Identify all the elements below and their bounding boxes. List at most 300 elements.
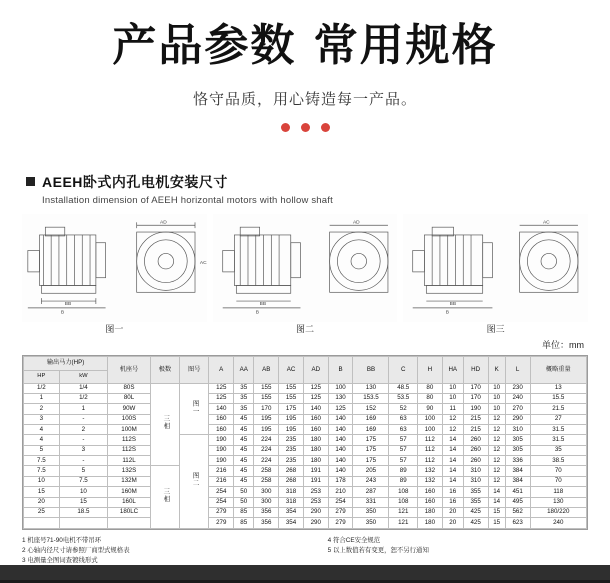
cell-dim: 152	[353, 404, 389, 414]
cell-kw: 15	[59, 497, 107, 507]
cell-dim: 45	[234, 435, 254, 445]
cell-dim: 195	[254, 414, 279, 424]
cell-kw: 1/4	[59, 383, 107, 393]
dot-separator	[0, 123, 610, 132]
cell-dim: 85	[234, 518, 254, 528]
cell-dim: 180	[303, 435, 328, 445]
cell-dim: 279	[328, 507, 353, 517]
cell-dim: 195	[254, 425, 279, 435]
cell-weight: 13	[530, 383, 586, 393]
cell-dim: 155	[279, 393, 304, 403]
cell-weight: 15.5	[530, 393, 586, 403]
cell-dim: 191	[303, 476, 328, 486]
cell-weight: 180/220	[530, 507, 586, 517]
col-header-dim-K: K	[488, 357, 505, 383]
cell-dim: 52	[389, 404, 418, 414]
cell-dim: 224	[254, 435, 279, 445]
cell-dim: 260	[463, 435, 488, 445]
cell-dim: 35	[234, 404, 254, 414]
cell-kw: 7.5	[59, 476, 107, 486]
cell-dim: 258	[254, 476, 279, 486]
cell-hp: 4	[24, 425, 60, 435]
cell-dim: 268	[279, 476, 304, 486]
cell-dim: 169	[353, 425, 389, 435]
cell-frame: 80S	[108, 383, 151, 393]
cell-kw: 5	[59, 466, 107, 476]
cell-dim: 14	[442, 456, 463, 466]
cell-dim: 180	[303, 456, 328, 466]
table-row	[24, 404, 587, 414]
cell-dim: 57	[389, 435, 418, 445]
dimension-table-wrap	[22, 355, 588, 529]
cell-dim: 169	[353, 414, 389, 424]
cell-dim: 305	[505, 445, 530, 455]
cell-dim: 331	[353, 497, 389, 507]
cell-dim: 155	[279, 383, 304, 393]
dimension-table	[23, 356, 587, 528]
cell-dim: 216	[209, 476, 234, 486]
cell-dim: 125	[303, 383, 328, 393]
cell-dim: 260	[463, 445, 488, 455]
figure-caption-3: 图三	[486, 324, 505, 335]
cell-dim: 90	[417, 404, 442, 414]
cell-frame: 160M	[108, 487, 151, 497]
cell-dim: 253	[303, 497, 328, 507]
cell-dim: 153.5	[353, 393, 389, 403]
cell-dim: 190	[209, 435, 234, 445]
svg-text:BB: BB	[64, 302, 72, 308]
cell-dim: 125	[209, 393, 234, 403]
cell-dim: 190	[463, 404, 488, 414]
cell-dim: 45	[234, 425, 254, 435]
cell-dim: 14	[442, 466, 463, 476]
cell-dim: 20	[442, 507, 463, 517]
cell-dim: 310	[505, 425, 530, 435]
dot-icon	[301, 123, 310, 132]
table-row	[24, 518, 587, 528]
cell-frame: 160L	[108, 497, 151, 507]
cell-dim: 140	[328, 425, 353, 435]
section-title-cn: AEEH卧式内孔电机安装尺寸	[42, 174, 228, 191]
cell-dim: 216	[209, 466, 234, 476]
cell-dim: 155	[254, 393, 279, 403]
cell-dim: 121	[389, 518, 418, 528]
footnote-item: 5 以上数值若有变更，恕不另行通知	[327, 546, 429, 554]
cell-dim: 350	[353, 507, 389, 517]
cell-hp: 25	[24, 507, 60, 517]
cell-dim: 50	[234, 497, 254, 507]
cell-kw: 18.5	[59, 507, 107, 517]
cell-dim: 12	[442, 414, 463, 424]
cell-weight: 70	[530, 476, 586, 486]
cell-dim: 195	[279, 425, 304, 435]
cell-kw: 1/2	[59, 393, 107, 403]
table-row	[24, 497, 587, 507]
section-heading	[0, 172, 610, 206]
cell-dim: 425	[463, 507, 488, 517]
cell-dim: 160	[209, 425, 234, 435]
cell-frame: 100M	[108, 425, 151, 435]
cell-dim: 140	[209, 404, 234, 414]
col-header-dim-HD: HD	[463, 357, 488, 383]
cell-dim: 268	[279, 466, 304, 476]
cell-dim: 89	[389, 466, 418, 476]
cell-dim: 243	[353, 476, 389, 486]
cell-dim: 125	[209, 383, 234, 393]
table-row	[24, 414, 587, 424]
cell-hp	[24, 518, 60, 528]
cell-kw: 3	[59, 445, 107, 455]
table-row	[24, 507, 587, 517]
cell-dim: 195	[279, 414, 304, 424]
cell-dim: 108	[389, 487, 418, 497]
cell-dim: 254	[209, 497, 234, 507]
cell-hp: 20	[24, 497, 60, 507]
hero-section	[0, 0, 610, 132]
col-header-dim-B: B	[328, 357, 353, 383]
cell-dim: 258	[254, 466, 279, 476]
cell-dim: 10	[442, 393, 463, 403]
cell-kw: 1	[59, 404, 107, 414]
drawing-row	[22, 214, 588, 335]
cell-dim: 12	[488, 425, 505, 435]
figure-caption-1: 图一	[105, 324, 124, 335]
cell-dim: 108	[389, 497, 418, 507]
cell-dim: 287	[353, 487, 389, 497]
table-row	[24, 487, 587, 497]
cell-dim: 130	[353, 383, 389, 393]
cell-dim: 384	[505, 476, 530, 486]
cell-weight: 27	[530, 414, 586, 424]
cell-frame: 100S	[108, 414, 151, 424]
cell-dim: 562	[505, 507, 530, 517]
unit-note: 单位：mm	[542, 340, 584, 351]
cell-dim: 300	[254, 497, 279, 507]
cell-weight: 118	[530, 487, 586, 497]
motor-drawing-side-view-3	[403, 214, 588, 322]
cell-dim: 14	[488, 497, 505, 507]
col-header-hp: HP	[24, 370, 60, 383]
cell-hp: 2	[24, 404, 60, 414]
cell-dim: 254	[209, 487, 234, 497]
footnotes	[22, 536, 588, 567]
cell-dim: 260	[463, 456, 488, 466]
cell-dim: 623	[505, 518, 530, 528]
cell-dim: 180	[417, 518, 442, 528]
table-row	[24, 425, 587, 435]
drawing-figure-1	[22, 214, 207, 335]
cell-dim: 140	[328, 414, 353, 424]
cell-kw: 10	[59, 487, 107, 497]
cell-dim: 355	[463, 497, 488, 507]
svg-text:AD: AD	[160, 220, 167, 226]
cell-dim: 290	[505, 414, 530, 424]
cell-dim: 270	[505, 404, 530, 414]
footnotes-left	[22, 536, 328, 567]
cell-weight: 31.5	[530, 435, 586, 445]
col-header-dim-HA: HA	[442, 357, 463, 383]
cell-dim: 253	[303, 487, 328, 497]
cell-dim: 354	[279, 518, 304, 528]
cell-dim: 160	[417, 497, 442, 507]
cell-dim: 15	[488, 507, 505, 517]
cell-dim: 80	[417, 383, 442, 393]
table-row	[24, 476, 587, 486]
cell-dim: 16	[442, 497, 463, 507]
cell-dim: 451	[505, 487, 530, 497]
cell-dim: 130	[328, 393, 353, 403]
cell-dim: 132	[417, 476, 442, 486]
cell-dim: 210	[328, 487, 353, 497]
cell-frame: 112L	[108, 456, 151, 466]
cell-weight: 38.5	[530, 456, 586, 466]
cell-poles: 三相	[150, 466, 179, 528]
svg-text:BB: BB	[259, 302, 266, 308]
svg-text:B: B	[446, 311, 450, 317]
col-header-kw: kW	[59, 370, 107, 383]
table-row	[24, 445, 587, 455]
cell-dim: 89	[389, 476, 418, 486]
cell-dim: 240	[505, 393, 530, 403]
cell-dim: 14	[488, 487, 505, 497]
cell-dim: 350	[353, 518, 389, 528]
cell-dim: 10	[488, 383, 505, 393]
cell-dim: 140	[328, 445, 353, 455]
cell-dim: 310	[463, 466, 488, 476]
table-head	[24, 357, 587, 383]
cell-kw: 2	[59, 425, 107, 435]
col-header-dim-L: L	[505, 357, 530, 383]
cell-dim: 53.5	[389, 393, 418, 403]
cell-dim: 57	[389, 456, 418, 466]
footnote-item: 1 机座号71-90电机不带吊环	[22, 536, 102, 544]
col-header-dim-A: A	[209, 357, 234, 383]
page-title: 产品参数 常用规格	[112, 20, 498, 71]
cell-dim: 254	[328, 497, 353, 507]
cell-dim: 45	[234, 456, 254, 466]
cell-dim: 290	[303, 507, 328, 517]
cell-frame: 112S	[108, 435, 151, 445]
cell-dim: 178	[328, 476, 353, 486]
cell-dim: 35	[234, 393, 254, 403]
cell-dim: 224	[254, 445, 279, 455]
cell-dim: 160	[209, 414, 234, 424]
cell-dim: 12	[488, 445, 505, 455]
col-header-weight: 概略重量	[530, 357, 586, 383]
cell-hp: 7.5	[24, 456, 60, 466]
cell-dim: 356	[254, 507, 279, 517]
cell-dim: 12	[488, 435, 505, 445]
cell-dim: 354	[279, 507, 304, 517]
drawing-figure-3	[403, 214, 588, 335]
svg-text:AC: AC	[543, 220, 551, 226]
cell-dim: 14	[442, 445, 463, 455]
col-header-dim-H: H	[417, 357, 442, 383]
cell-dim: 14	[442, 476, 463, 486]
cell-dim: 336	[505, 456, 530, 466]
cell-dim: 45	[234, 414, 254, 424]
cell-dim: 190	[209, 445, 234, 455]
cell-dim: 279	[209, 518, 234, 528]
table-body	[24, 383, 587, 528]
cell-dim: 112	[417, 435, 442, 445]
cell-frame: 112S	[108, 445, 151, 455]
cell-dim: 235	[279, 456, 304, 466]
cell-dim: 224	[254, 456, 279, 466]
cell-dim: 190	[209, 456, 234, 466]
col-header-dim-AA: AA	[234, 357, 254, 383]
cell-dim: 48.5	[389, 383, 418, 393]
col-header-dim-C: C	[389, 357, 418, 383]
table-row	[24, 393, 587, 403]
cell-frame: 132S	[108, 466, 151, 476]
col-header-power: 输出马力(HP)	[24, 357, 108, 370]
cell-hp: 1/2	[24, 383, 60, 393]
svg-text:BB: BB	[449, 302, 457, 308]
cell-figure: 图一	[180, 383, 209, 435]
cell-dim: 63	[389, 425, 418, 435]
cell-dim: 112	[417, 445, 442, 455]
cell-dim: 279	[328, 518, 353, 528]
cell-dim: 125	[328, 404, 353, 414]
cell-weight: 130	[530, 497, 586, 507]
cell-figure: 图二	[180, 435, 209, 528]
cell-dim: 175	[353, 445, 389, 455]
cell-dim: 20	[442, 518, 463, 528]
cell-dim: 12	[488, 476, 505, 486]
cell-dim: 45	[234, 445, 254, 455]
cell-dim: 63	[389, 414, 418, 424]
figure-caption-2: 图二	[296, 324, 315, 335]
cell-dim: 300	[254, 487, 279, 497]
cell-frame: 180LC	[108, 507, 151, 517]
cell-dim: 14	[442, 435, 463, 445]
cell-dim: 235	[279, 435, 304, 445]
cell-dim: 85	[234, 507, 254, 517]
cell-dim: 160	[303, 425, 328, 435]
cell-dim: 355	[463, 487, 488, 497]
cell-dim: 140	[328, 466, 353, 476]
cell-hp: 10	[24, 476, 60, 486]
cell-dim: 121	[389, 507, 418, 517]
cell-kw: -	[59, 435, 107, 445]
svg-text:AC: AC	[199, 261, 207, 267]
dot-icon	[321, 123, 330, 132]
cell-frame	[108, 518, 151, 528]
cell-dim: 10	[488, 404, 505, 414]
cell-hp: 7.5	[24, 466, 60, 476]
table-row	[24, 456, 587, 466]
cell-dim: 100	[417, 414, 442, 424]
cell-dim: 170	[254, 404, 279, 414]
cell-dim: 170	[463, 383, 488, 393]
cell-kw: -	[59, 456, 107, 466]
col-header-dim-AC: AC	[279, 357, 304, 383]
cell-dim: 125	[303, 393, 328, 403]
cell-dim: 11	[442, 404, 463, 414]
page-subtitle: 恪守品质，用心铸造每一产品。	[192, 91, 417, 109]
motor-drawing-side-view-1	[22, 214, 207, 322]
cell-poles: 三相	[150, 383, 179, 466]
cell-dim: 160	[303, 414, 328, 424]
footnotes-right	[328, 536, 588, 567]
cell-weight: 35	[530, 445, 586, 455]
footnote-item: 2 心轴内径尺寸请参照厂商型式规格表	[22, 546, 130, 554]
cell-dim: 425	[463, 518, 488, 528]
cell-dim: 160	[417, 487, 442, 497]
cell-dim: 100	[417, 425, 442, 435]
cell-dim: 140	[328, 456, 353, 466]
cell-dim: 230	[505, 383, 530, 393]
cell-dim: 10	[488, 393, 505, 403]
table-header-row	[24, 357, 587, 370]
cell-dim: 12	[442, 425, 463, 435]
cell-dim: 215	[463, 425, 488, 435]
cell-dim: 45	[234, 476, 254, 486]
motor-drawing-side-view-2	[213, 214, 398, 322]
cell-dim: 175	[353, 456, 389, 466]
cell-frame: 90W	[108, 404, 151, 414]
svg-text:B: B	[255, 311, 259, 317]
footer-bar	[0, 565, 610, 583]
cell-dim: 310	[463, 476, 488, 486]
cell-dim: 191	[303, 466, 328, 476]
cell-weight: 240	[530, 518, 586, 528]
cell-hp: 3	[24, 414, 60, 424]
cell-dim: 12	[488, 414, 505, 424]
cell-dim: 305	[505, 435, 530, 445]
cell-weight: 21.5	[530, 404, 586, 414]
col-header-frame: 机座号	[108, 357, 151, 383]
cell-hp: 15	[24, 487, 60, 497]
footnote-item: 3 电测量全图词查镀线形式	[22, 557, 98, 565]
cell-dim: 100	[328, 383, 353, 393]
cell-dim: 170	[463, 393, 488, 403]
section-title-en: Installation dimension of AEEH horizontal motors with hollow shaft	[42, 195, 333, 207]
cell-dim: 180	[417, 507, 442, 517]
drawing-figure-2	[213, 214, 398, 335]
cell-hp: 5	[24, 445, 60, 455]
cell-dim: 12	[488, 466, 505, 476]
cell-dim: 215	[463, 414, 488, 424]
svg-text:B: B	[60, 311, 65, 317]
cell-dim: 155	[254, 383, 279, 393]
col-header-poles: 极数	[150, 357, 179, 383]
cell-dim: 16	[442, 487, 463, 497]
cell-dim: 10	[442, 383, 463, 393]
cell-dim: 290	[303, 518, 328, 528]
cell-dim: 279	[209, 507, 234, 517]
footnote-item: 4 符合CE安全规范	[327, 536, 381, 544]
table-row	[24, 383, 587, 393]
cell-dim: 356	[254, 518, 279, 528]
col-header-dim-AD: AD	[303, 357, 328, 383]
cell-dim: 140	[328, 435, 353, 445]
cell-dim: 132	[417, 466, 442, 476]
cell-dim: 112	[417, 456, 442, 466]
cell-hp: 4	[24, 435, 60, 445]
cell-dim: 15	[488, 518, 505, 528]
cell-dim: 180	[303, 445, 328, 455]
cell-dim: 140	[303, 404, 328, 414]
col-header-figure: 图号	[180, 357, 209, 383]
cell-dim: 205	[353, 466, 389, 476]
cell-frame: 132M	[108, 476, 151, 486]
cell-dim: 318	[279, 497, 304, 507]
cell-kw: -	[59, 414, 107, 424]
cell-dim: 35	[234, 383, 254, 393]
cell-dim: 175	[279, 404, 304, 414]
